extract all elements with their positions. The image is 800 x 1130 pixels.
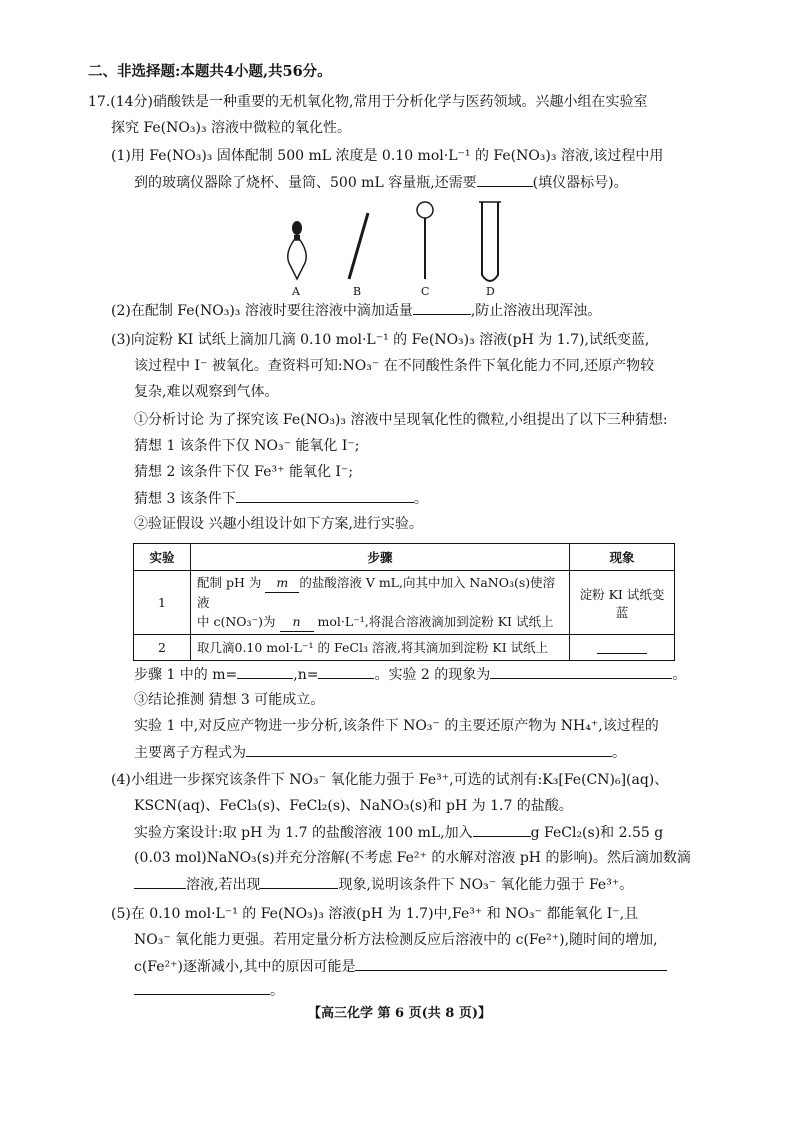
part4-text3: 溶液,若出现 <box>186 877 261 893</box>
guess3-end: 。 <box>413 491 428 507</box>
row1-result: 淀粉 KI 试纸变蓝 <box>570 571 675 635</box>
row1-step-text2: 的盐酸溶液 V mL,向其中加入 NaNO₃(s)使溶液 <box>197 575 556 610</box>
step1-answers <box>134 664 686 685</box>
verify-line: ②验证假设 兴趣小组设计如下方案,进行实验。 <box>134 516 423 532</box>
part1-hint: (填仪器标号)。 <box>532 175 628 191</box>
part1-text: 到的玻璃仪器除了烧杯、量筒、500 mL 容量瓶,还需要 <box>134 175 477 191</box>
step1-end: 。 <box>672 667 687 683</box>
answer-blank[interactable] <box>237 664 293 679</box>
part2-text: (2)在配制 Fe(NO₃)₃ 溶液时要往溶液中滴加适量 <box>111 303 413 319</box>
part3-line1: (3)向淀粉 KI 试纸上滴加几滴 0.10 mol·L⁻¹ 的 Fe(NO₃)₃ 溶液(pH 为 1.7),试纸变蓝, <box>111 332 650 348</box>
n-blank[interactable]: n <box>280 612 314 632</box>
guess1: 猜想 1 该条件下仅 NO₃⁻ 能氧化 I⁻; <box>134 438 360 454</box>
glassware-apparatus-figure <box>270 195 510 295</box>
part1-line2 <box>134 172 628 193</box>
row1-step-text4: mol·L⁻¹,将混合溶液滴加到淀粉 KI 试纸上 <box>317 614 554 629</box>
part5-line3 <box>134 956 667 977</box>
part5-end: 。 <box>270 983 284 999</box>
row2-id: 2 <box>134 635 191 661</box>
header-phenomenon: 现象 <box>570 544 675 571</box>
section-heading: 二、非选择题:本题共4小题,共56分。 <box>88 63 332 80</box>
answer-blank[interactable] <box>134 980 270 995</box>
part4-line4: (0.03 mol)NaNO₃(s)并充分溶解(不考虑 Fe²⁺ 的水解对溶液 pH 的影响)。然后滴加数滴 <box>134 850 691 866</box>
m-blank[interactable]: m <box>265 573 299 593</box>
part2-text-end: ,防止溶液出现浑浊。 <box>470 303 602 319</box>
part1-line1: (1)用 Fe(NO₃)₃ 固体配制 500 mL 浓度是 0.10 mol·L⁻¹ 的 Fe(NO₃)₃ 溶液,该过程中用 <box>111 148 664 164</box>
part4-line5 <box>134 874 633 895</box>
exp1-text: 主要离子方程式为 <box>134 745 246 761</box>
guess3 <box>134 488 428 509</box>
row1-step-text3: 中 c(NO₃⁻)为 <box>197 614 276 629</box>
answer-blank[interactable] <box>490 664 672 679</box>
table-row <box>134 571 675 635</box>
test-tube-d-icon <box>479 202 501 281</box>
step1-text2: ,n= <box>293 667 319 683</box>
glass-rod-b-icon <box>349 213 368 279</box>
question-intro-line1: 17.(14分)硝酸铁是一种重要的无机氧化物,常用于分析化学与医药领域。兴趣小组在实验室 <box>88 94 648 110</box>
part3-line3: 复杂,难以观察到气体。 <box>134 384 279 400</box>
table-row <box>134 635 675 661</box>
answer-blank[interactable] <box>134 874 186 889</box>
exp1-end: 。 <box>612 745 626 761</box>
conclusion-line: ③结论推测 猜想 3 可能成立。 <box>134 692 325 708</box>
row1-id: 1 <box>134 571 191 635</box>
header-steps: 步骤 <box>191 544 570 571</box>
row1-step <box>191 571 570 635</box>
row1-step-text: 配制 pH 为 <box>197 575 262 590</box>
part5-line4 <box>134 980 284 1001</box>
part4-line3 <box>134 822 663 843</box>
guess2: 猜想 2 该条件下仅 Fe³⁺ 能氧化 I⁻; <box>134 464 354 480</box>
part4-text2: g FeCl₂(s)和 2.55 g <box>530 825 664 841</box>
answer-blank[interactable] <box>413 300 471 315</box>
part4-text4: 现象,说明该条件下 NO₃⁻ 氧化能力强于 Fe³⁺。 <box>338 877 634 893</box>
answer-blank[interactable] <box>477 172 533 187</box>
analysis-line: ①分析讨论 为了探究该 Fe(NO₃)₃ 溶液中呈现氧化性的微粒,小组提出了以下三种猜想: <box>134 412 668 428</box>
part4-line2: KSCN(aq)、FeCl₃(s)、FeCl₂(s)、NaNO₃(s)和 pH 为 1.7 的盐酸。 <box>134 798 573 814</box>
exp1-line2 <box>134 742 626 763</box>
answer-blank[interactable] <box>318 664 374 679</box>
label-d: D <box>486 285 495 298</box>
step1-text: 步骤 1 中的 m= <box>134 667 238 683</box>
part5-line1: (5)在 0.10 mol·L⁻¹ 的 Fe(NO₃)₃ 溶液(pH 为 1.7)中,Fe³⁺ 和 NO₃⁻ 都能氧化 I⁻,且 <box>111 906 639 922</box>
funnel-c-icon <box>417 202 433 279</box>
row2-result[interactable] <box>570 635 675 661</box>
experiment-table <box>133 543 675 661</box>
answer-blank[interactable] <box>473 822 531 837</box>
label-c: C <box>421 285 430 298</box>
part2-line <box>111 300 601 321</box>
dropper-a-icon <box>288 221 306 279</box>
label-a: A <box>292 285 300 298</box>
answer-blank[interactable] <box>246 742 612 757</box>
part5-text: c(Fe²⁺)逐渐减小,其中的原因可能是 <box>134 959 356 975</box>
question-intro-line2: 探究 Fe(NO₃)₃ 溶液中微粒的氧化性。 <box>111 120 352 136</box>
answer-blank[interactable] <box>236 488 414 503</box>
row2-step: 取几滴0.10 mol·L⁻¹ 的 FeCl₃ 溶液,将其滴加到淀粉 KI 试纸上 <box>191 635 570 661</box>
step1-text3: 。实验 2 的现象为 <box>374 667 491 683</box>
part4-text: 实验方案设计:取 pH 为 1.7 的盐酸溶液 100 mL,加入 <box>134 825 473 841</box>
part4-line1: (4)小组进一步探究该条件下 NO₃⁻ 氧化能力强于 Fe³⁺,可选的试剂有:K₃[Fe(CN)₆](aq)、 <box>111 772 669 788</box>
header-experiment: 实验 <box>134 544 191 571</box>
label-b: B <box>353 285 362 298</box>
part5-line2: NO₃⁻ 氧化能力更强。若用定量分析方法检测反应后溶液中的 c(Fe²⁺),随时间的增加, <box>134 932 658 948</box>
answer-blank[interactable] <box>260 874 338 889</box>
table-header-row <box>134 544 675 571</box>
answer-blank[interactable] <box>597 639 647 654</box>
answer-blank[interactable] <box>355 956 667 971</box>
part3-line2: 该过程中 I⁻ 被氧化。查资料可知:NO₃⁻ 在不同酸性条件下氧化能力不同,还原产物较 <box>134 358 655 374</box>
exp1-line1: 实验 1 中,对反应产物进一步分析,该条件下 NO₃⁻ 的主要还原产物为 NH₄⁺,该过程的 <box>134 718 659 734</box>
page-footer: 【高三化学 第 6 页(共 8 页)】 <box>308 1006 492 1021</box>
guess3-text: 猜想 3 该条件下 <box>134 491 236 507</box>
